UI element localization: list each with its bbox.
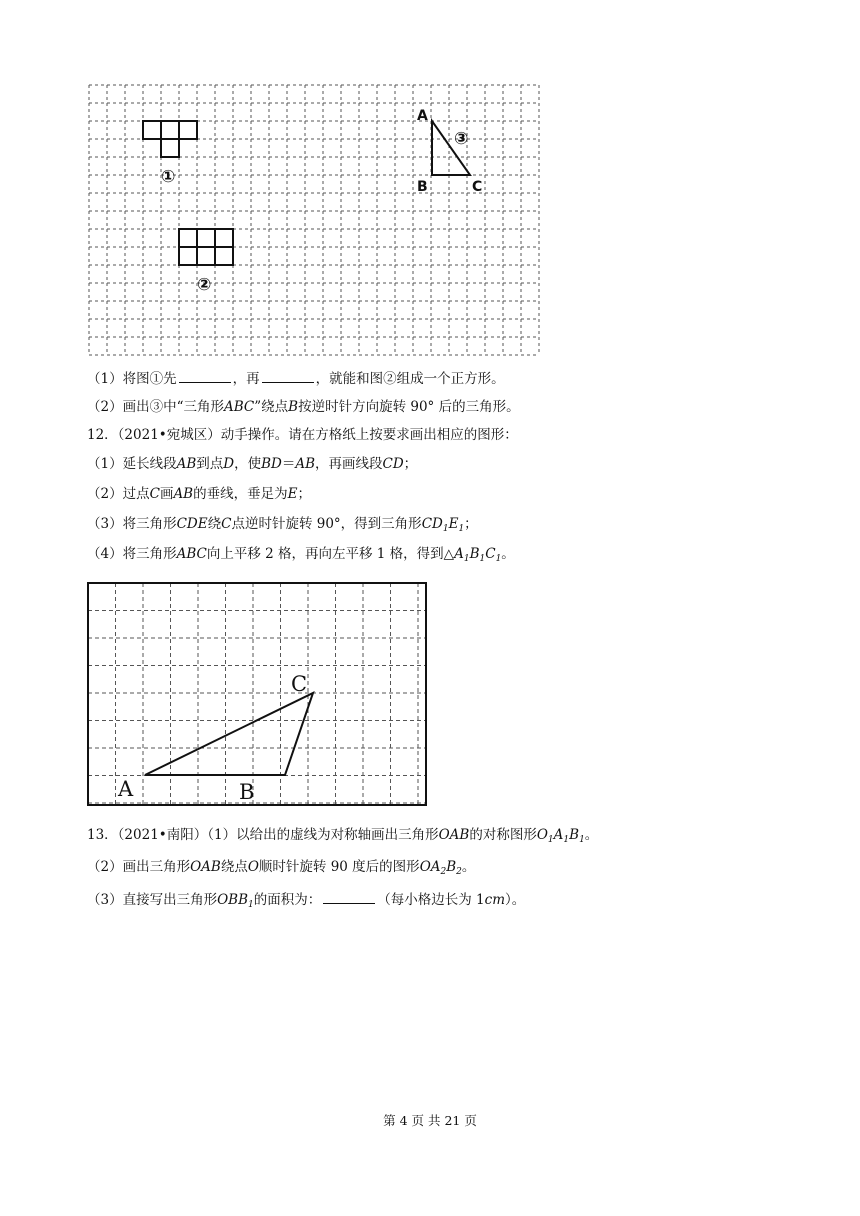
q13-var: B xyxy=(446,859,457,875)
circle-label-3: ③ xyxy=(454,129,469,149)
q12-text: ，使 xyxy=(234,456,262,472)
grid-border-2 xyxy=(88,583,426,805)
q12-text: 绕 xyxy=(207,516,222,532)
q13-item-2 xyxy=(87,857,475,882)
q12-var: BD xyxy=(261,456,282,472)
q13-sub: 2 xyxy=(440,867,447,877)
q12-sub: 1 xyxy=(495,554,502,564)
fig2-label-c: C xyxy=(291,672,308,696)
q12-var: D xyxy=(223,456,235,472)
q13-text: 的对称图形 xyxy=(469,827,537,843)
q12-text: （4）将三角形 xyxy=(87,546,177,562)
q12-text: 。 xyxy=(501,546,515,562)
q13-text: （2）画出三角形 xyxy=(87,859,191,875)
q13-text: 。 xyxy=(584,827,599,843)
point-label-c: C xyxy=(472,179,483,195)
q12-var: C xyxy=(149,486,160,502)
q13-sub: 2 xyxy=(456,867,462,877)
q13-var: B xyxy=(569,827,580,843)
point-label-b: B xyxy=(417,179,428,195)
q13-var: OAB xyxy=(438,827,470,843)
q12-var: C xyxy=(485,546,496,562)
q12-var: CD xyxy=(421,516,443,532)
q12-item-3 xyxy=(87,514,478,539)
q12-text: 到点 xyxy=(196,456,224,472)
figure-grid-1 xyxy=(84,80,554,360)
q12-var: AB xyxy=(176,456,197,472)
q13-var: A xyxy=(553,827,564,843)
q12-var: CDE xyxy=(176,516,208,532)
q12-var: E xyxy=(448,516,459,532)
q12-text: 画 xyxy=(159,486,174,502)
q13-text: 。 xyxy=(461,859,476,875)
shape-1-squares xyxy=(143,121,197,157)
q12-text: ； xyxy=(403,456,418,472)
q13-text: ）。 xyxy=(505,892,526,908)
q12-text: （1）延长线段 xyxy=(87,456,177,472)
q13-sub: 1 xyxy=(547,835,554,845)
q11-text: ”绕点 xyxy=(254,399,289,415)
q13-sub: 1 xyxy=(563,835,570,845)
q12-item-2 xyxy=(87,484,311,504)
q12-text: ； xyxy=(464,516,478,532)
fig2-label-b: B xyxy=(239,780,255,804)
q13-var: OA xyxy=(419,859,441,875)
q13-text: 的面积为： xyxy=(253,892,322,908)
q13-var: OBB xyxy=(217,892,249,908)
q12-var: AB xyxy=(295,456,316,472)
q13-text: （3）直接写出三角形 xyxy=(87,892,218,908)
circle-label-2: ② xyxy=(197,275,212,295)
point-label-a: A xyxy=(417,108,428,124)
q13-text: 顺时针旋转 90 度后的图形 xyxy=(258,859,420,875)
q12-text: 的垂线，垂足为 xyxy=(193,486,288,502)
q12-text: 向上平移 2 格，再向左平移 1 格，得到△ xyxy=(206,546,455,562)
q11-text: （2）画出③中“三角形 xyxy=(87,399,224,415)
q11-line-1 xyxy=(87,368,505,389)
answer-blank-2[interactable] xyxy=(262,368,314,383)
q13-heading xyxy=(87,825,598,850)
q12-var: A xyxy=(454,546,464,562)
q12-text: ，再画线段 xyxy=(315,456,383,472)
q12-item-1 xyxy=(87,454,417,474)
figure-grid-2 xyxy=(84,580,434,810)
grid-lines-1 xyxy=(89,85,539,355)
q11-var: B xyxy=(288,399,299,415)
q12-var: E xyxy=(287,486,298,502)
q13-sub: 1 xyxy=(579,835,585,845)
q11-var: ABC xyxy=(224,399,255,415)
q11-text: 按逆时针方向旋转 90° 后的三角形。 xyxy=(298,399,520,415)
q12-sub: 1 xyxy=(442,524,449,534)
q12-var: B xyxy=(469,546,480,562)
q12-text: ＝ xyxy=(281,456,296,472)
q13-sub: 1 xyxy=(248,900,254,910)
circle-label-1: ① xyxy=(161,167,176,187)
answer-blank-area[interactable] xyxy=(323,889,375,904)
q13-var: OAB xyxy=(190,859,221,875)
q11-line-2 xyxy=(87,397,520,417)
answer-blank-1[interactable] xyxy=(179,368,231,383)
q12-sub: 1 xyxy=(479,554,486,564)
q12-text: （3）将三角形 xyxy=(87,516,177,532)
shape-2-squares xyxy=(179,229,233,265)
q11-text: ，再 xyxy=(232,371,260,387)
page-footer xyxy=(0,1111,860,1129)
fig2-label-a: A xyxy=(118,777,134,801)
q13-var: O xyxy=(536,827,548,843)
q11-text: ，就能和图②组成一个正方形。 xyxy=(315,371,505,387)
grid-lines-2 xyxy=(88,583,426,805)
q12-text: 点逆时针旋转 90°，得到三角形 xyxy=(231,516,422,532)
q12-item-4 xyxy=(87,544,515,569)
q13-unit: cm xyxy=(484,892,506,908)
q13-text: 13．（2021•南阳）（1）以给出的虚线为对称轴画出三角形 xyxy=(87,827,439,843)
q13-text: （每小格边长为 1 xyxy=(377,892,485,908)
q12-text: （2）过点 xyxy=(87,486,150,502)
q13-var: O xyxy=(247,859,259,875)
page-number: 第 4 页 共 21 页 xyxy=(383,1113,477,1128)
q12-text: ； xyxy=(297,486,311,502)
q12-sub: 1 xyxy=(458,524,465,534)
q11-text: （1）将图①先 xyxy=(87,371,177,387)
q13-text: 绕点 xyxy=(220,859,248,875)
q12-var: CD xyxy=(382,456,404,472)
q12-var: ABC xyxy=(176,546,207,562)
q12-heading xyxy=(87,425,518,445)
q12-sub: 1 xyxy=(463,554,470,564)
q13-item-3 xyxy=(87,889,525,915)
q12-var: AB xyxy=(173,486,194,502)
q12-var: C xyxy=(221,516,232,532)
q12-head-text: 12．（2021•宛城区）动手操作。请在方格纸上按要求画出相应的图形： xyxy=(87,427,518,443)
